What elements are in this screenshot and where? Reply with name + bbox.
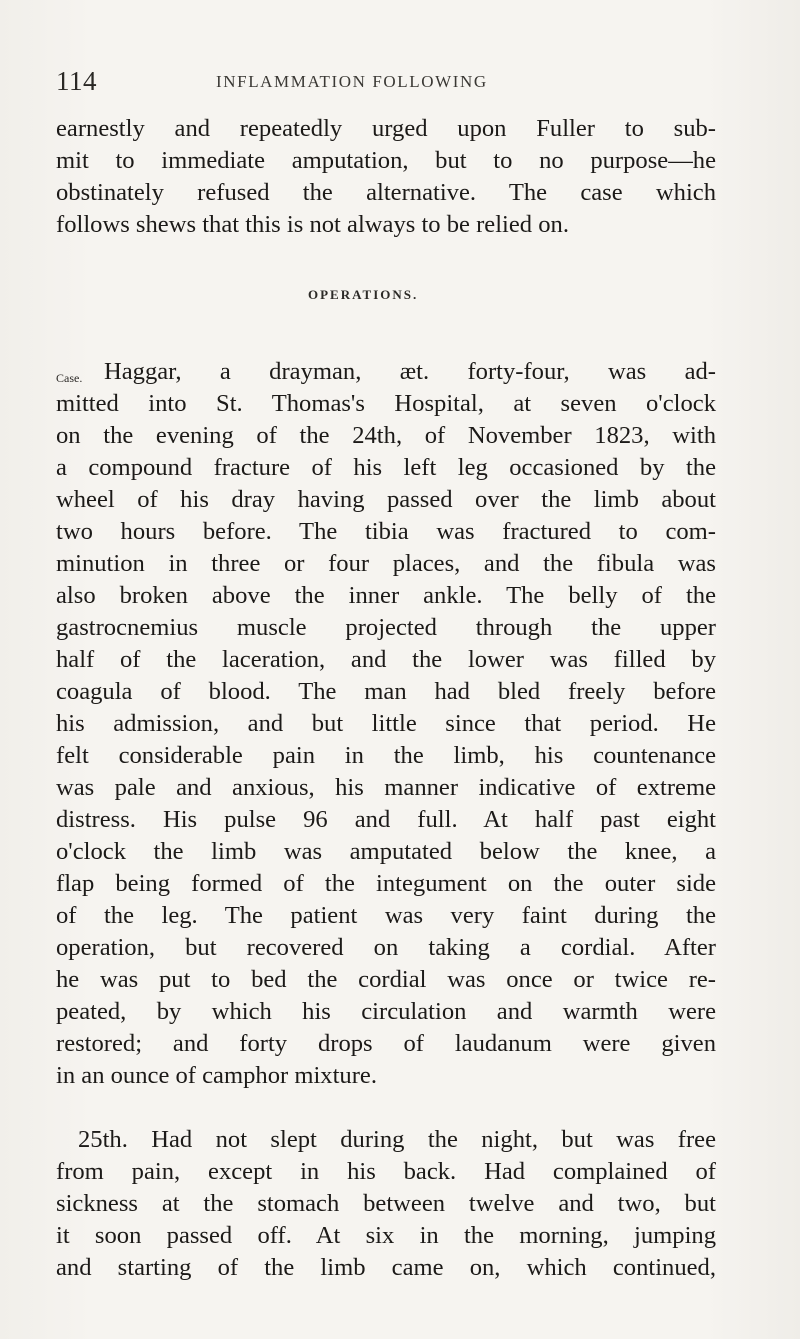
- text-line: obstinately refused the alternative. The case which: [56, 179, 716, 206]
- page-number: 114: [56, 66, 97, 96]
- intro-paragraph: [56, 113, 716, 241]
- text-line: of the leg. The patient was very faint during the: [56, 902, 716, 929]
- text-line: a compound fracture of his left leg occasioned by the: [56, 454, 716, 481]
- text-line: Haggar, a drayman, æt. forty-four, was ad-: [104, 358, 716, 385]
- page-header: [56, 66, 756, 106]
- text-line: operation, but recovered on taking a cordial. After: [56, 934, 716, 961]
- text-line: 25th. Had not slept during the night, but was free: [78, 1126, 716, 1153]
- text-line: on the evening of the 24th, of November 1823, with: [56, 422, 716, 449]
- text-line: it soon passed off. At six in the morning, jumping: [56, 1222, 716, 1249]
- text-line: and starting of the limb came on, which continued,: [56, 1254, 716, 1281]
- text-line: he was put to bed the cordial was once or twice re-: [56, 966, 716, 993]
- text-line: distress. His pulse 96 and full. At half past eight: [56, 806, 716, 833]
- text-line: gastrocnemius muscle projected through the upper: [56, 614, 716, 641]
- text-line: mit to immediate amputation, but to no purpose—he: [56, 147, 716, 174]
- case-margin-note: Case.: [56, 371, 83, 385]
- text-line: mitted into St. Thomas's Hospital, at seven o'clock: [56, 390, 716, 417]
- text-line: sickness at the stomach between twelve and two, but: [56, 1190, 716, 1217]
- followup-paragraph: [56, 1124, 716, 1284]
- case-first-line: [104, 356, 716, 388]
- text-line: peated, by which his circulation and warmth were: [56, 998, 716, 1025]
- text-line: follows shews that this is not always to be relied on.: [56, 211, 569, 238]
- text-line: two hours before. The tibia was fractured to com-: [56, 518, 716, 545]
- running-head: INFLAMMATION FOLLOWING: [216, 72, 488, 91]
- text-line: flap being formed of the integument on the outer side: [56, 870, 716, 897]
- text-line: half of the laceration, and the lower was filled by: [56, 646, 716, 673]
- section-heading: OPERATIONS.: [308, 287, 419, 302]
- text-line: restored; and forty drops of laudanum were given: [56, 1030, 716, 1057]
- text-line: in an ounce of camphor mixture.: [56, 1062, 377, 1089]
- text-line: felt considerable pain in the limb, his countenance: [56, 742, 716, 769]
- case-paragraph: [56, 388, 716, 1092]
- text-line: from pain, except in his back. Had complained of: [56, 1158, 716, 1185]
- text-line: also broken above the inner ankle. The belly of the: [56, 582, 716, 609]
- text-line: his admission, and but little since that period. He: [56, 710, 716, 737]
- text-line: o'clock the limb was amputated below the knee, a: [56, 838, 716, 865]
- text-line: coagula of blood. The man had bled freely before: [56, 678, 716, 705]
- text-line: was pale and anxious, his manner indicative of extreme: [56, 774, 716, 801]
- text-line: minution in three or four places, and the fibula was: [56, 550, 716, 577]
- text-line: wheel of his dray having passed over the limb about: [56, 486, 716, 513]
- text-line: earnestly and repeatedly urged upon Fuller to sub-: [56, 115, 716, 142]
